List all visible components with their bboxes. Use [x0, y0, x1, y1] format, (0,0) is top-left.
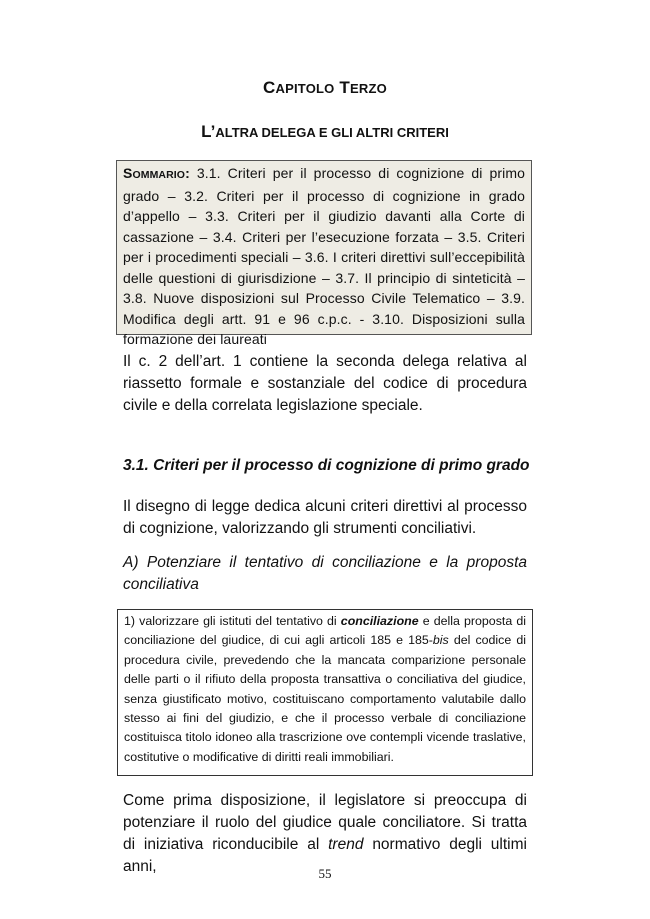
chapter-subtitle	[0, 122, 650, 142]
norm-bis: bis	[432, 633, 449, 648]
summary-text: 3.1. Criteri per il processo di cognizione di primo grado – 3.2. Criteri per il processo di cognizione in grado d’appello – 3.3. Criteri per il giudizio davanti alla Corte di cassazione – 3.4. Criteri per l’esecuzione forzata – 3.5. Criteri per i procedimenti speciali – 3.6. I criteri direttivi sull’eccepibilità delle questioni di giurisdizione – 3.7. Il principio di sinteticità – 3.8. Nuove disposizioni sul Processo Civile Telematico – 3.9. Modifica degli artt. 91 e 96 c.p.c. - 3.10. Disposizioni sulla formazione dei laureati	[123, 165, 525, 347]
norm-text-part-3: del codice di procedura civile, prevedendo che la mancata comparizione personale delle parti o il rifiuto della proposta transattiva o conciliativa del giudice, senza giustificato motivo, costituiscano comportamento valutabile dallo stesso ai fini del giudizio, e che il processo verbale di conciliazione costituisca titolo idoneo alla trascrizione ove contempli vicende traslative, costitutive o modificative di diritti reali immobiliari.	[124, 633, 527, 764]
chapter-title-rest-2: ERZO	[350, 81, 387, 96]
summary-label-initial: S	[123, 165, 133, 181]
section-paragraph: Il disegno di legge dedica alcuni criteri direttivi al processo di cognizione, valorizzando gli strumenti conciliativi.	[123, 498, 527, 537]
chapter-title	[0, 78, 650, 98]
summary-label-rest: OMMARIO	[132, 169, 186, 181]
norm-emphasis: conciliazione	[340, 614, 419, 628]
closing-paragraph	[123, 790, 527, 878]
chapter-subtitle-rest: ALTRA DELEGA E GLI ALTRI CRITERI	[215, 125, 449, 140]
chapter-title-initial-1: C	[263, 78, 276, 97]
chapter-title-rest-1: APITOLO	[275, 81, 335, 96]
norm-text-part-1: 1) valorizzare gli istituti del tentativo di	[124, 614, 341, 628]
chapter-title-initial-2: T	[339, 78, 351, 97]
summary-box	[116, 160, 532, 347]
page-number: 55	[318, 866, 332, 881]
summary-label	[123, 165, 190, 181]
closing-text-part-1: Come prima disposizione, il legislatore si preoccupa di potenziare il ruolo del giudice quale conciliatore. Si tratta di iniziativa riconducibile al	[123, 792, 527, 853]
subsection-heading: A) Potenziare il tentativo di conciliazione e la proposta conciliativa	[123, 554, 527, 593]
chapter-subtitle-initial: L’	[201, 122, 216, 141]
section-heading: 3.1. Criteri per il processo di cognizione di primo grado	[123, 457, 530, 474]
summary-label-colon: :	[185, 165, 190, 181]
closing-text-part-2: normativo degli ultimi anni,	[123, 836, 527, 875]
norm-quote-box	[117, 609, 533, 776]
intro-paragraph: Il c. 2 dell’art. 1 contiene la seconda delega relativa al riassetto formale e sostanziale del codice di procedura civile e della correlata legislazione speciale.	[123, 353, 527, 414]
norm-text-part-2: e della proposta di conciliazione del giudice, di cui agli articoli 185 e 185-	[124, 614, 526, 648]
closing-trend: trend	[328, 836, 364, 853]
